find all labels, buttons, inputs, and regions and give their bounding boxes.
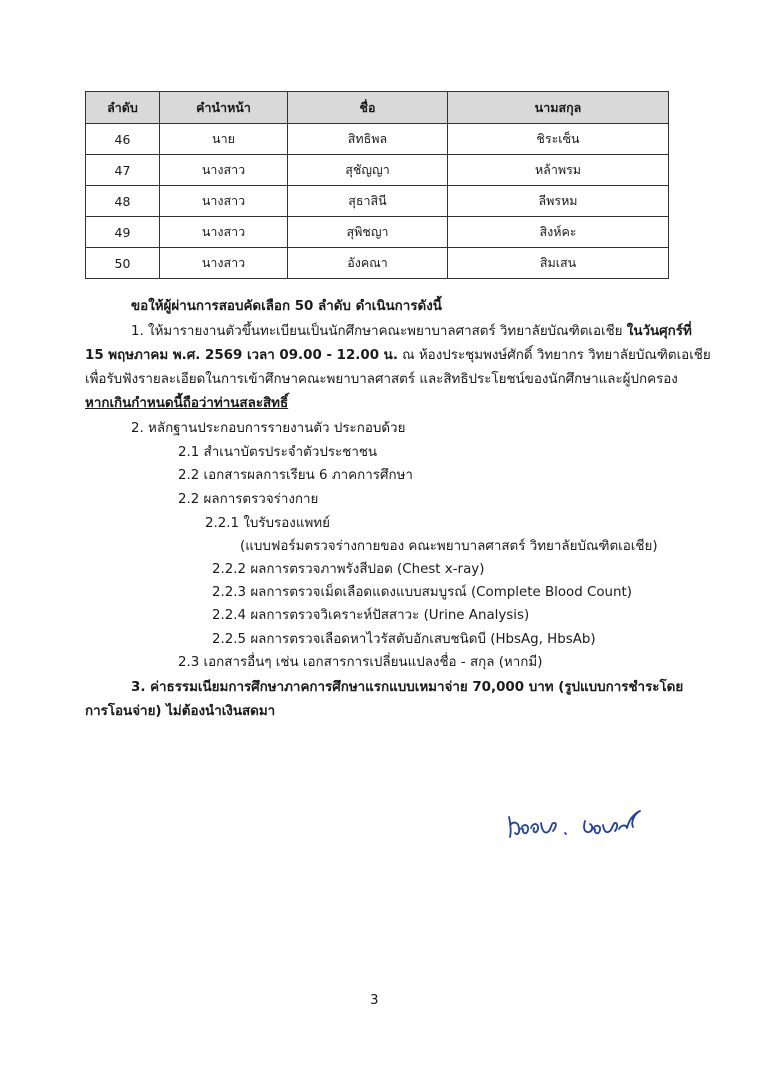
cell-prefix: นางสาว	[160, 248, 288, 279]
cell-prefix: นางสาว	[160, 217, 288, 248]
cell-first-name: สิทธิพล	[288, 124, 448, 155]
cell-prefix: นางสาว	[160, 186, 288, 217]
cell-order: 47	[86, 155, 160, 186]
handwritten-signature	[505, 795, 665, 845]
cell-order: 50	[86, 248, 160, 279]
report-venue: ณ ห้องประชุมพงษ์ศักดิ์ วิทยากร วิทยาลัยบัณฑิตเอเชีย	[397, 348, 711, 363]
cell-last-name: สิงห์คะ	[448, 217, 669, 248]
report-date-time: 15 พฤษภาคม พ.ศ. 2569 เวลา 09.00 - 12.00 น.	[85, 348, 398, 363]
candidate-table	[85, 91, 669, 279]
header-first-name: ชื่อ	[288, 92, 448, 124]
table-header-row	[86, 92, 669, 124]
table-row	[86, 248, 669, 279]
cell-last-name: ชิระเซ็น	[448, 124, 669, 155]
item-2-2-physical-exam: 2.2 ผลการตรวจร่างกาย	[178, 492, 319, 507]
cell-order: 48	[86, 186, 160, 217]
item-2-2-3: 2.2.3 ผลการตรวจเม็ดเลือดแดงแบบสมบูรณ์ (Complete Blood Count)	[212, 585, 632, 600]
cell-first-name: สุชัญญา	[288, 155, 448, 186]
cell-last-name: สิมเสน	[448, 248, 669, 279]
paragraph-1-date-lead: ในวันศุกร์ที่	[626, 324, 692, 339]
paragraph-1-line-1	[131, 321, 692, 343]
item-2-2-5: 2.2.5 ผลการตรวจเลือดหาไวรัสตับอักเสบชนิดบี (HbsAg, HbsAb)	[212, 632, 596, 647]
paragraph-1-text: 1. ให้มารายงานตัวขึ้นทะเบียนเป็นนักศึกษาคณะพยาบาลศาสตร์ วิทยาลัยบัณฑิตเอเชีย	[131, 324, 627, 339]
item-2-1: 2.1 สำเนาบัตรประจำตัวประชาชน	[178, 445, 378, 460]
table-row	[86, 124, 669, 155]
cell-order: 49	[86, 217, 160, 248]
header-prefix: คำนำหน้า	[160, 92, 288, 124]
cell-prefix: นางสาว	[160, 155, 288, 186]
item-2-3: 2.3 เอกสารอื่นๆ เช่น เอกสารการเปลี่ยนแปลงชื่อ - สกุล (หากมี)	[178, 655, 543, 670]
cell-last-name: หล้าพรม	[448, 155, 669, 186]
header-order: ลำดับ	[86, 92, 160, 124]
item-2-2-1-note: (แบบฟอร์มตรวจร่างกายของ คณะพยาบาลศาสตร์ วิทยาลัยบัณฑิตเอเชีย)	[240, 539, 658, 554]
page-number: 3	[370, 993, 379, 1008]
paragraph-3-line-2: การโอนจ่าย) ไม่ต้องนำเงินสดมา	[85, 704, 276, 719]
table-row	[86, 217, 669, 248]
header-last-name: นามสกุล	[448, 92, 669, 124]
paragraph-3-line-1: 3. ค่าธรรมเนียมการศึกษาภาคการศึกษาแรกแบบเหมาจ่าย 70,000 บาท (รูปแบบการชำระโดย	[131, 680, 684, 695]
item-2-2-4: 2.2.4 ผลการตรวจวิเคราะห์ปัสสาวะ (Urine Analysis)	[212, 608, 530, 623]
instructions-heading: ขอให้ผู้ผ่านการสอบคัดเลือก 50 ลำดับ ดำเนินการดังนี้	[131, 299, 442, 314]
item-2-2-transcript: 2.2 เอกสารผลการเรียน 6 ภาคการศึกษา	[178, 468, 413, 483]
cell-order: 46	[86, 124, 160, 155]
cell-prefix: นาย	[160, 124, 288, 155]
cell-first-name: อังคณา	[288, 248, 448, 279]
cell-last-name: ลีพรหม	[448, 186, 669, 217]
paragraph-2: 2. หลักฐานประกอบการรายงานตัว ประกอบด้วย	[131, 421, 406, 436]
table-row	[86, 155, 669, 186]
table-row	[86, 186, 669, 217]
item-2-2-1: 2.2.1 ใบรับรองแพทย์	[205, 516, 330, 531]
paragraph-1-line-3: เพื่อรับฟังรายละเอียดในการเข้าศึกษาคณะพยาบาลศาสตร์ และสิทธิประโยชน์ของนักศึกษาและผู้ปกครอง	[85, 372, 678, 387]
cell-first-name: สุธาสินี	[288, 186, 448, 217]
forfeit-warning: หากเกินกำหนดนี้ถือว่าท่านสละสิทธิ์	[85, 396, 289, 411]
paragraph-1-line-2	[85, 345, 711, 367]
item-2-2-2: 2.2.2 ผลการตรวจภาพรังสีปอด (Chest x-ray)	[212, 562, 485, 577]
cell-first-name: สุพิชญา	[288, 217, 448, 248]
